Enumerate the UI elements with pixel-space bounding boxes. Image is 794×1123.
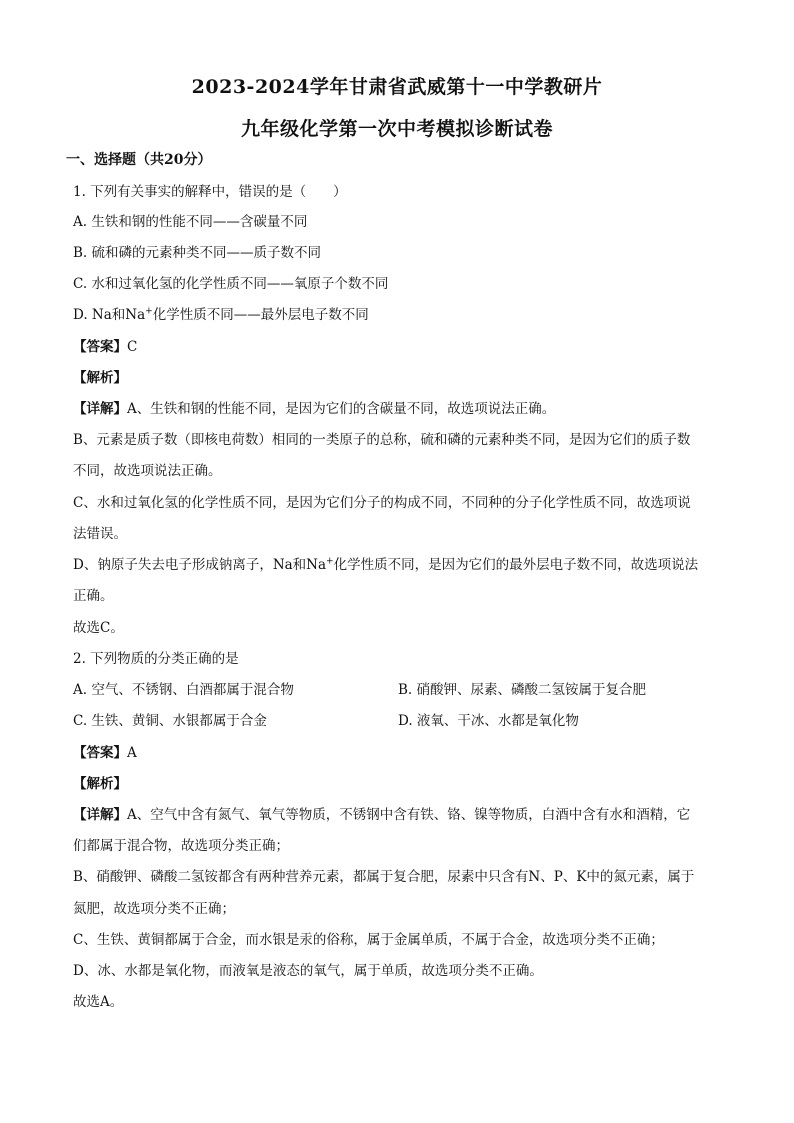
q2-answer-value: A	[127, 745, 137, 761]
q1-detail-label: 【详解】	[73, 401, 127, 417]
q2-answer	[73, 744, 137, 762]
q1-option-d-post: 化学性质不同——最外层电子数不同	[152, 307, 369, 323]
q1-detail-4b: 正确。	[73, 588, 114, 604]
q1-detail-4a-pre: D、钠原子失去电子形成钠离子，Na和Na	[73, 557, 327, 573]
q1-stem: 1. 下列有关事实的解释中，错误的是（ ）	[73, 184, 347, 200]
q1-answer-value: C	[127, 339, 138, 355]
q2-option-c: C. 生铁、黄铜、水银都属于合金	[73, 713, 267, 729]
doc-title-line1: 2023-2024学年甘肃省武威第十一中学教研片	[191, 76, 603, 98]
q1-conclusion: 故选C。	[73, 620, 124, 636]
q2-conclusion: 故选A。	[73, 994, 124, 1010]
q2-option-b: B. 硝酸钾、尿素、磷酸二氢铵属于复合肥	[398, 682, 647, 698]
q2-detail-2a: B、硝酸钾、磷酸二氢铵都含有两种营养元素，都属于复合肥，尿素中只含有N、P、K中的氮元素，属于	[73, 869, 695, 885]
q1-detail-1	[73, 400, 555, 418]
q1-answer-label: 【答案】	[73, 339, 127, 355]
q2-analysis-label: 【解析】	[73, 776, 127, 792]
q2-detail-1b: 们都属于混合物，故选项分类正确；	[73, 838, 289, 854]
q2-stem: 2. 下列物质的分类正确的是	[73, 651, 239, 667]
q1-detail-4a	[73, 556, 698, 574]
q1-detail-3b: 法错误。	[73, 526, 127, 542]
q1-analysis-label: 【解析】	[73, 370, 127, 386]
q1-answer	[73, 338, 137, 356]
q1-detail-4a-sup: +	[326, 556, 334, 567]
q1-option-b: B. 硫和磷的元素种类不同——质子数不同	[73, 245, 322, 261]
q1-detail-4a-post: 化学性质不同，是因为它们的最外层电子数不同，故选项说法	[333, 557, 699, 573]
q2-answer-label: 【答案】	[73, 745, 127, 761]
q2-detail-1a	[73, 806, 690, 824]
q1-option-c: C. 水和过氧化氢的化学性质不同——氧原子个数不同	[73, 276, 389, 292]
doc-title-line2: 九年级化学第一次中考模拟诊断试卷	[240, 118, 553, 140]
q1-option-d-pre: D. Na和Na	[73, 307, 146, 323]
q2-option-d: D. 液氧、干冰、水都是氧化物	[398, 713, 579, 729]
q1-option-d-sup: +	[145, 306, 153, 317]
section-heading: 一、选择题（共20分）	[66, 152, 212, 168]
q2-detail-4: D、冰、水都是氧化物，而液氧是液态的氧气，属于单质，故选项分类不正确。	[73, 963, 543, 979]
q2-detail-2b: 氮肥，故选项分类不正确；	[73, 901, 235, 917]
q1-detail-2a: B、元素是质子数（即核电荷数）相同的一类原子的总称，硫和磷的元素种类不同，是因为它们的质子数	[73, 432, 691, 448]
q1-option-d	[73, 306, 369, 324]
q1-detail-1-text: A、生铁和钢的性能不同，是因为它们的含碳量不同，故选项说法正确。	[127, 401, 556, 417]
q1-detail-3a: C、水和过氧化氢的化学性质不同，是因为它们分子的构成不同，不同种的分子化学性质不同，故选项说	[73, 495, 691, 511]
q1-option-a: A. 生铁和钢的性能不同——含碳量不同	[73, 214, 308, 230]
q1-detail-2b: 不同，故选项说法正确。	[73, 463, 222, 479]
q2-option-a: A. 空气、不锈钢、白酒都属于混合物	[73, 682, 294, 698]
q2-detail-3: C、生铁、黄铜都属于合金，而水银是汞的俗称，属于金属单质，不属于合金，故选项分类不正确；	[73, 932, 664, 948]
q2-detail-label: 【详解】	[73, 807, 127, 823]
q2-detail-1a-text: A、空气中含有氮气、氧气等物质，不锈钢中含有铁、铬、镍等物质，白酒中含有水和酒精，它	[127, 807, 691, 823]
